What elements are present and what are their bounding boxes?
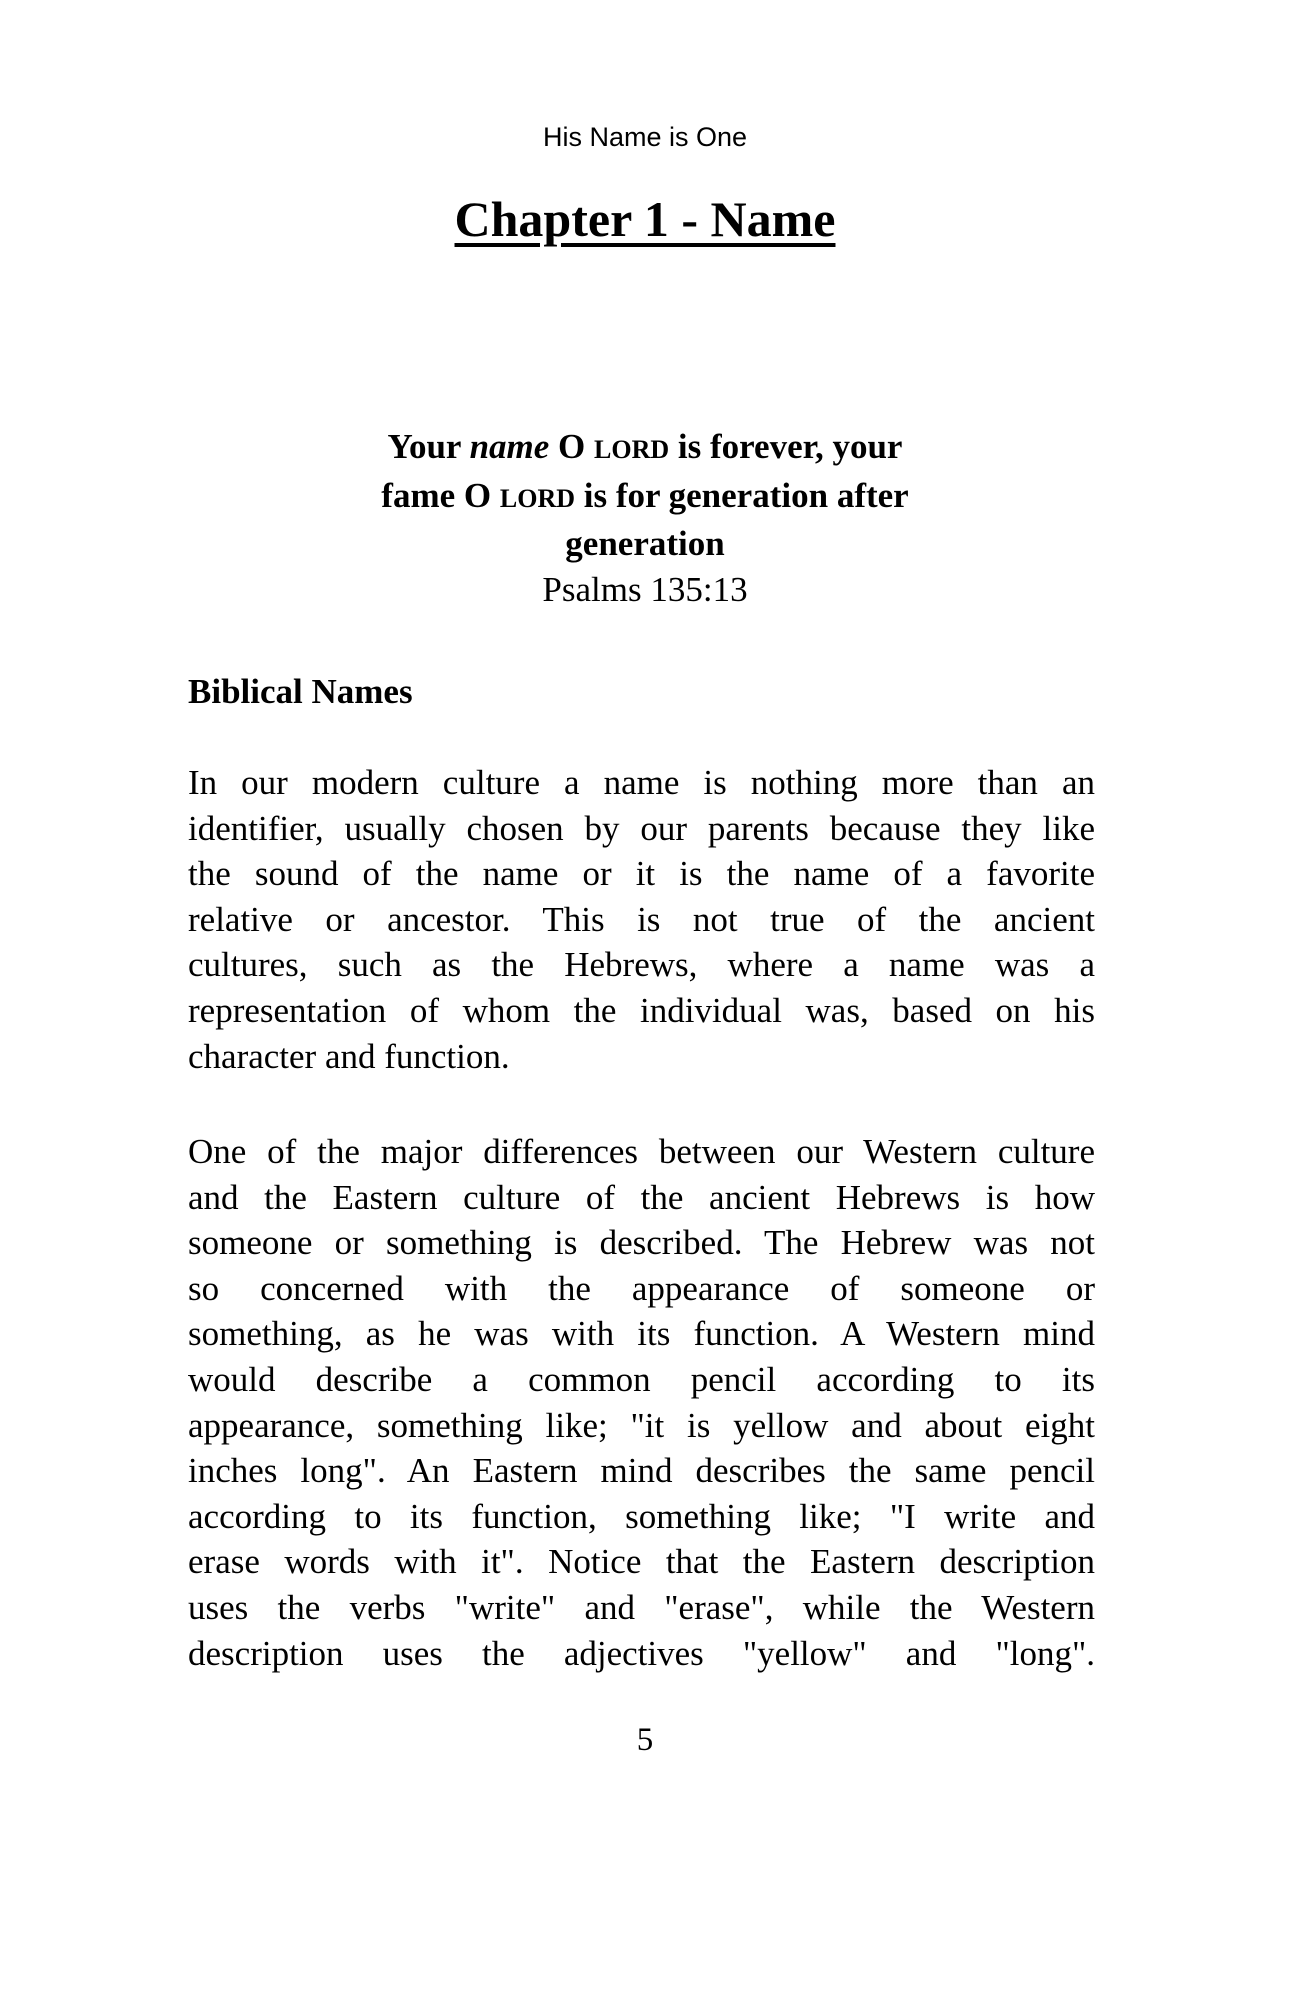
text-line: something, as he was with its function. A Western mind xyxy=(188,1314,1095,1354)
text-line: appearance, something like; "it is yellow and about eight xyxy=(188,1405,1095,1445)
running-header: His Name is One xyxy=(542,122,748,152)
paragraph xyxy=(188,1129,1095,1676)
text-line: uses the verbs "write" and "erase", while the Western xyxy=(188,1587,1095,1627)
text-line: character and function. xyxy=(188,1036,510,1076)
verse-small-caps: LORD xyxy=(594,435,670,464)
verse-text: O xyxy=(549,427,595,466)
verse-text: Your xyxy=(387,427,470,466)
text-line: representation of whom the individual was, based on his xyxy=(188,990,1095,1030)
epigraph xyxy=(0,424,1290,612)
text-line: and the Eastern culture of the ancient Hebrews is how xyxy=(188,1177,1095,1217)
verse-line: generation xyxy=(565,524,725,563)
verse-line xyxy=(0,473,1290,522)
verse-text: is forever, your xyxy=(669,427,903,466)
text-line: One of the major differences between our Western culture xyxy=(188,1132,1095,1171)
text-line: cultures, such as the Hebrews, where a name was a xyxy=(188,945,1095,985)
text-line: relative or ancestor. This is not true of the ancient xyxy=(188,899,1095,939)
section-heading: Biblical Names xyxy=(188,672,413,711)
verse-reference: Psalms 135:13 xyxy=(542,569,748,609)
text-line: according to its function, something like; "I write and xyxy=(188,1496,1095,1536)
verse-small-caps: LORD xyxy=(499,483,575,513)
text-line: inches long". An Eastern mind describes the same pencil xyxy=(188,1451,1095,1491)
text-line: someone or something is described. The Hebrew was not xyxy=(188,1223,1095,1263)
text-line: would describe a common pencil according to its xyxy=(188,1359,1095,1399)
chapter-title-text: Chapter 1 - Name xyxy=(454,191,836,247)
verse-text: is for generation after xyxy=(575,475,909,515)
text-line: erase words with it". Notice that the Eastern description xyxy=(188,1542,1095,1582)
text-line: description uses the adjectives "yellow" and "long". xyxy=(188,1633,1095,1673)
page-number: 5 xyxy=(636,1722,654,1758)
text-line: so concerned with the appearance of someone or xyxy=(188,1268,1095,1308)
verse-text: fame O xyxy=(381,475,500,515)
text-line: In our modern culture a name is nothing more than an xyxy=(188,763,1095,802)
text-line: identifier, usually chosen by our parents because they like xyxy=(188,808,1095,848)
verse-emphasis: name xyxy=(469,427,550,466)
verse-line xyxy=(0,424,1290,473)
paragraph xyxy=(188,760,1095,1079)
chapter-title xyxy=(0,190,1290,248)
text-line: the sound of the name or it is the name of a favorite xyxy=(188,854,1095,894)
